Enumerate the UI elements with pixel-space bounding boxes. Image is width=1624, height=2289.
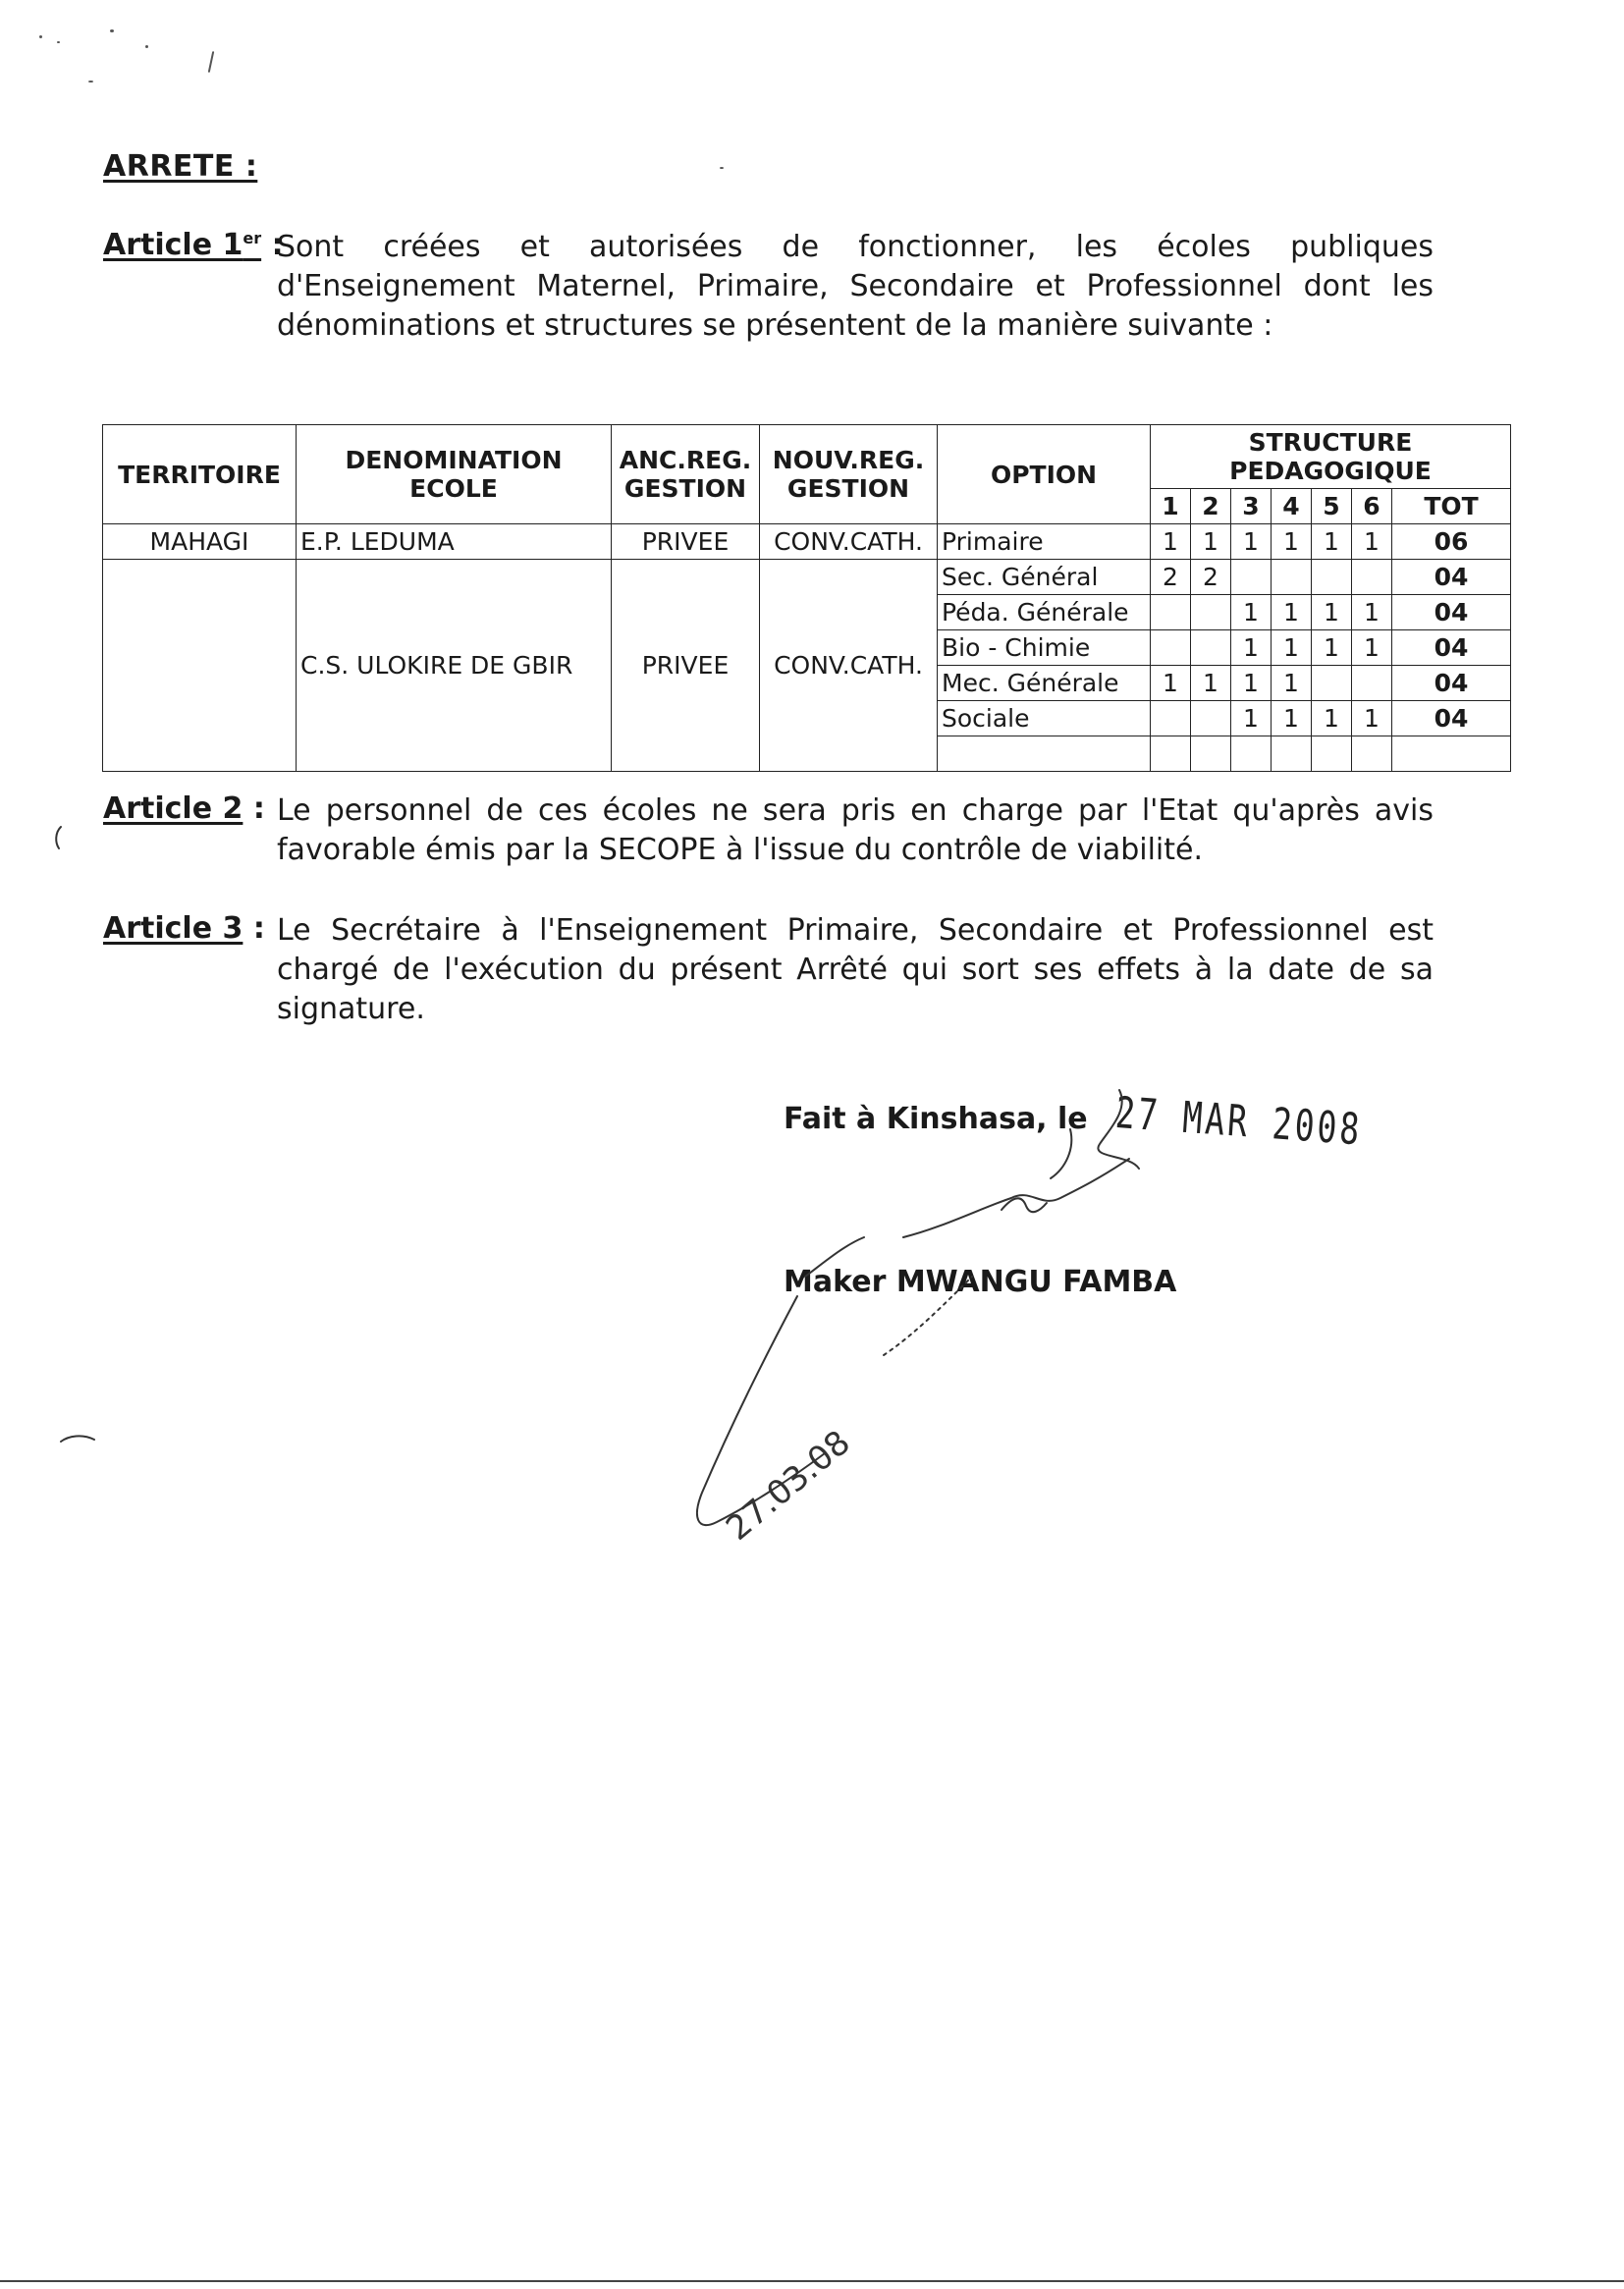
cell-level [1352, 736, 1392, 772]
cell-school-name: C.S. ULOKIRE DE GBIR [297, 560, 612, 772]
signature-stroke [697, 1296, 825, 1525]
signature-stroke [56, 827, 61, 848]
article-1-line: d'Enseignement Maternel, Primaire, Secondaire et Professionnel dont les [277, 269, 1434, 303]
scan-speck [110, 29, 114, 32]
cell-level [1312, 736, 1352, 772]
signature-stroke [903, 1159, 1129, 1237]
cell-level: 1 [1312, 595, 1352, 630]
article-3-line: chargé de l'exécution du présent Arrêté qui sort ses effets à la date de sa [277, 953, 1434, 987]
article-1-label-text [103, 228, 261, 262]
cell-level [1151, 595, 1191, 630]
article-2-text [277, 791, 1434, 870]
cell-territoire: MAHAGI [103, 524, 297, 560]
scan-speck [720, 167, 724, 169]
cell-level [1191, 736, 1231, 772]
cell-level [1151, 630, 1191, 666]
header-level: 3 [1231, 489, 1272, 524]
article-2-label [103, 791, 265, 826]
signature-place: Fait à Kinshasa, le [784, 1102, 1088, 1136]
cell-level [1312, 560, 1352, 595]
cell-level [1272, 560, 1312, 595]
article-3-label [103, 911, 265, 946]
cell-option: Sociale [938, 701, 1151, 736]
article-1-line: dénominations et structures se présentent de la manière suivante : [277, 308, 1273, 343]
scan-speck [88, 81, 93, 82]
header-level: 5 [1312, 489, 1352, 524]
article-1-line: Sont créées et autorisées de fonctionner, les écoles publiques [277, 230, 1434, 264]
header-nouv-reg: NOUV.REG. GESTION [760, 425, 938, 524]
cell-tot: 04 [1392, 630, 1511, 666]
cell-level: 1 [1352, 701, 1392, 736]
cell-tot [1392, 736, 1511, 772]
cell-tot: 04 [1392, 666, 1511, 701]
cell-level: 1 [1272, 595, 1312, 630]
scan-speck [208, 51, 215, 73]
header-denomination: DENOMINATION ECOLE [297, 425, 612, 524]
article-3-label-text: Article 3 [103, 911, 244, 946]
cell-level: 1 [1272, 701, 1312, 736]
cell-level [1151, 701, 1191, 736]
header-level: 4 [1272, 489, 1312, 524]
article-3-line: Le Secrétaire à l'Enseignement Primaire, Secondaire et Professionnel est [277, 913, 1434, 948]
signature-stroke [61, 1436, 94, 1442]
header-level: 2 [1191, 489, 1231, 524]
article-2-sep: : [243, 791, 265, 826]
cell-level: 1 [1272, 630, 1312, 666]
cell-level [1352, 666, 1392, 701]
cell-level: 1 [1231, 701, 1272, 736]
article-1-sep: : [261, 228, 284, 262]
cell-level: 1 [1352, 630, 1392, 666]
article-3-line: signature. [277, 992, 425, 1026]
article-1-text [277, 228, 1434, 346]
cell-level: 1 [1151, 524, 1191, 560]
cell-level [1352, 560, 1392, 595]
scan-speck [145, 45, 148, 48]
cell-level: 1 [1272, 666, 1312, 701]
cell-option: Sec. Général [938, 560, 1151, 595]
signatory-name: Maker MWANGU FAMBA [784, 1265, 1177, 1299]
article-2-line: favorable émis par la SECOPE à l'issue du contrôle de viabilité. [277, 833, 1204, 867]
cell-option: Bio - Chimie [938, 630, 1151, 666]
article-1-number: Article 1 [103, 228, 244, 262]
header-option: OPTION [938, 425, 1151, 524]
cell-level: 1 [1352, 595, 1392, 630]
cell-tot: 04 [1392, 701, 1511, 736]
cell-level: 1 [1231, 595, 1272, 630]
cell-level [1231, 560, 1272, 595]
cell-level [1191, 595, 1231, 630]
article-3-sep: : [243, 911, 265, 946]
signature-stroke [1001, 1198, 1047, 1212]
cell-level: 2 [1191, 560, 1231, 595]
cell-anc-reg: PRIVEE [612, 560, 760, 772]
cell-level: 1 [1231, 666, 1272, 701]
cell-nouv-reg: CONV.CATH. [760, 524, 938, 560]
header-tot: TOT [1392, 489, 1511, 524]
handwritten-date: 27.03.08 [719, 1422, 858, 1549]
cell-level: 2 [1151, 560, 1191, 595]
arrete-heading [103, 149, 257, 184]
cell-level: 1 [1191, 666, 1231, 701]
header-level: 1 [1151, 489, 1191, 524]
cell-level: 1 [1231, 630, 1272, 666]
header-level: 6 [1352, 489, 1392, 524]
cell-level [1231, 736, 1272, 772]
cell-level: 1 [1312, 524, 1352, 560]
cell-tot: 06 [1392, 524, 1511, 560]
cell-option: Mec. Générale [938, 666, 1151, 701]
cell-tot: 04 [1392, 560, 1511, 595]
cell-level: 1 [1352, 524, 1392, 560]
scan-speck [39, 35, 42, 38]
cell-anc-reg: PRIVEE [612, 524, 760, 560]
cell-option [938, 736, 1151, 772]
page-bottom-rule [0, 2280, 1624, 2282]
scan-speck [57, 41, 60, 43]
cell-option: Péda. Générale [938, 595, 1151, 630]
article-3-text [277, 911, 1434, 1029]
article-2-label-text: Article 2 [103, 791, 244, 826]
cell-level [1272, 736, 1312, 772]
header-structure: STRUCTURE PEDAGOGIQUE [1151, 425, 1511, 489]
arrete-heading-text: ARRETE : [103, 149, 258, 184]
cell-level: 1 [1312, 630, 1352, 666]
table-header-row [103, 425, 1511, 489]
article-1-label [103, 228, 284, 262]
signature-stroke [1051, 1129, 1071, 1178]
schools-table [102, 424, 1511, 772]
header-anc-reg: ANC.REG. GESTION [612, 425, 760, 524]
article-1-sup: er [243, 229, 262, 247]
cell-school-name: E.P. LEDUMA [297, 524, 612, 560]
cell-tot: 04 [1392, 595, 1511, 630]
cell-level [1191, 701, 1231, 736]
table-row [103, 560, 1511, 595]
cell-territoire-empty [103, 560, 297, 772]
cell-level: 1 [1231, 524, 1272, 560]
article-2-line: Le personnel de ces écoles ne sera pris en charge par l'Etat qu'après avis [277, 793, 1434, 828]
cell-level [1151, 736, 1191, 772]
cell-level [1191, 630, 1231, 666]
date-stamp: 27 MAR 2008 [1113, 1088, 1364, 1156]
cell-level [1312, 666, 1352, 701]
cell-level: 1 [1312, 701, 1352, 736]
cell-nouv-reg: CONV.CATH. [760, 560, 938, 772]
cell-option: Primaire [938, 524, 1151, 560]
cell-level: 1 [1191, 524, 1231, 560]
header-territoire: TERRITOIRE [103, 425, 297, 524]
cell-level: 1 [1151, 666, 1191, 701]
table-row [103, 524, 1511, 560]
cell-level: 1 [1272, 524, 1312, 560]
